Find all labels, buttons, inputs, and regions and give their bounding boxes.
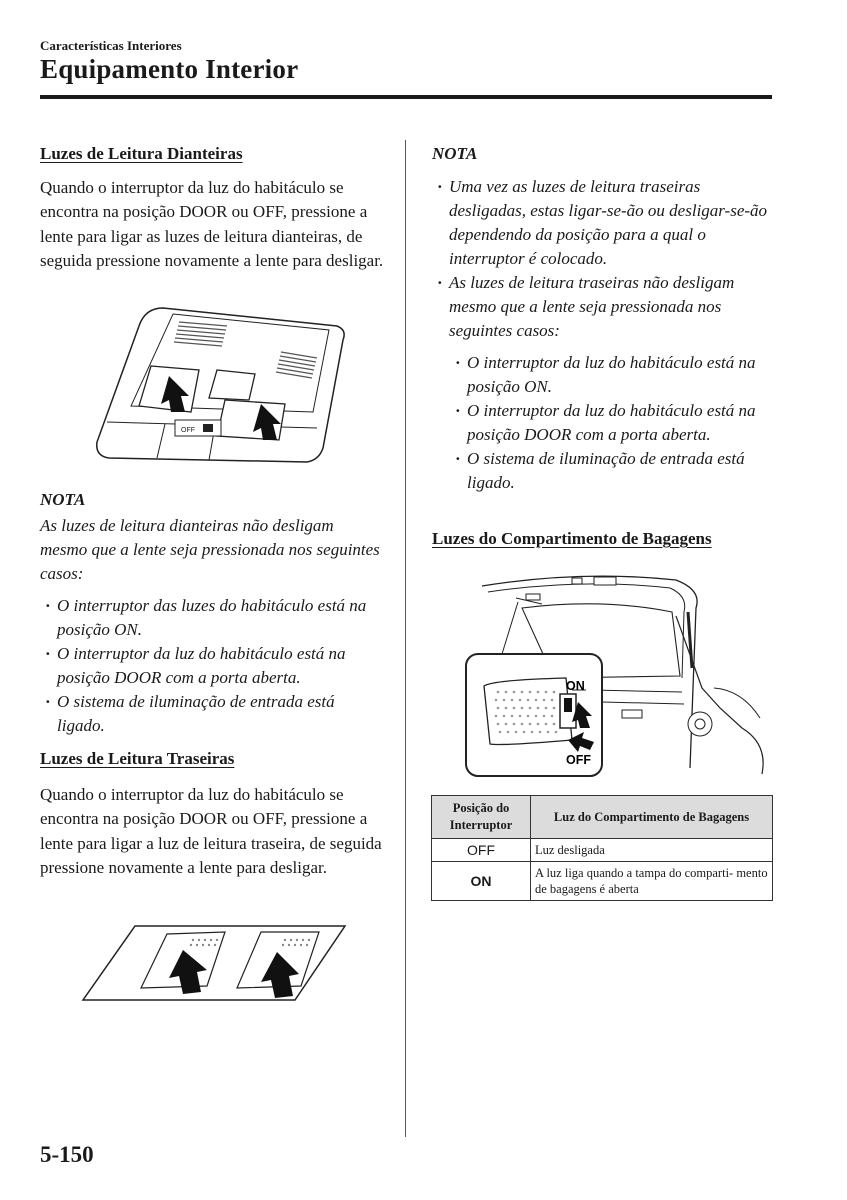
nota-label: NOTA: [40, 490, 86, 509]
front-console-illustration: [85, 300, 350, 475]
list-item: · As luzes de leitura traseiras não desligam mesmo que a lente seja pressionada nos seguintes casos:: [432, 271, 772, 343]
cargo-light-illustration: [462, 568, 772, 778]
rear-reading-lights-heading: Luzes de Leitura Traseiras: [40, 749, 235, 768]
list-item: · O sistema de iluminação de entrada está ligado.: [450, 447, 770, 495]
list-item: · Uma vez as luzes de leitura traseiras desligadas, estas ligar-se-ão ou desligar-se-ão dependendo da posição para a qual o interruptor é colocado.: [432, 175, 772, 271]
nota-intro: As luzes de leitura dianteiras não desligam mesmo que a lente seja pressionada nos seguintes casos:: [40, 516, 380, 583]
table-row: [432, 862, 773, 901]
list-item: · O interruptor da luz do habitáculo está na posição ON.: [450, 351, 770, 399]
nota-list: [432, 175, 772, 343]
nota-sublist: [450, 351, 770, 495]
on-label: ON: [566, 679, 585, 693]
table-cell: ON: [432, 862, 531, 901]
table-header: Luz do Compartimento de Bagagens: [531, 796, 773, 839]
column-divider: [405, 140, 406, 1137]
list-item: · O interruptor da luz do habitáculo está na posição DOOR com a porta aberta.: [40, 642, 385, 690]
off-label: OFF: [566, 753, 591, 767]
front-reading-lights-text: Quando o interruptor da luz do habitáculo se encontra na posição DOOR ou OFF, pressione a lente para ligar as luzes de leitura dianteiras, de seguida pressione novamente a lente para desligar.: [40, 178, 384, 270]
list-item: · O sistema de iluminação de entrada está ligado.: [40, 690, 385, 738]
title-rule: [40, 95, 772, 99]
rear-lights-illustration: [75, 918, 350, 1008]
table-cell: A luz liga quando a tampa do comparti- mento de bagagens é aberta: [531, 862, 773, 901]
table-row: [432, 839, 773, 862]
cargo-light-table: [431, 795, 773, 901]
list-item: · O interruptor das luzes do habitáculo está na posição ON.: [40, 594, 385, 642]
table-header: Posição do Interruptor: [432, 796, 531, 839]
table-cell: OFF: [432, 839, 531, 862]
list-item: · O interruptor da luz do habitáculo está na posição DOOR com a porta aberta.: [450, 399, 770, 447]
table-cell: Luz desligada: [531, 839, 773, 862]
cargo-lights-heading: Luzes do Compartimento de Bagagens: [432, 529, 712, 548]
nota-label: NOTA: [432, 144, 478, 163]
page-number: 5-150: [40, 1142, 94, 1167]
front-reading-lights-heading: Luzes de Leitura Dianteiras: [40, 144, 243, 163]
off-switch-label: OFF: [181, 427, 195, 434]
nota-list: [40, 594, 385, 738]
section-label: Características Interiores: [40, 38, 182, 53]
page-title: Equipamento Interior: [40, 54, 299, 84]
rear-reading-lights-text: Quando o interruptor da luz do habitáculo se encontra na posição DOOR ou OFF, pressione a lente para ligar a luz de leitura traseira, de seguida pressione novamente a lente para desligar.: [40, 785, 382, 877]
